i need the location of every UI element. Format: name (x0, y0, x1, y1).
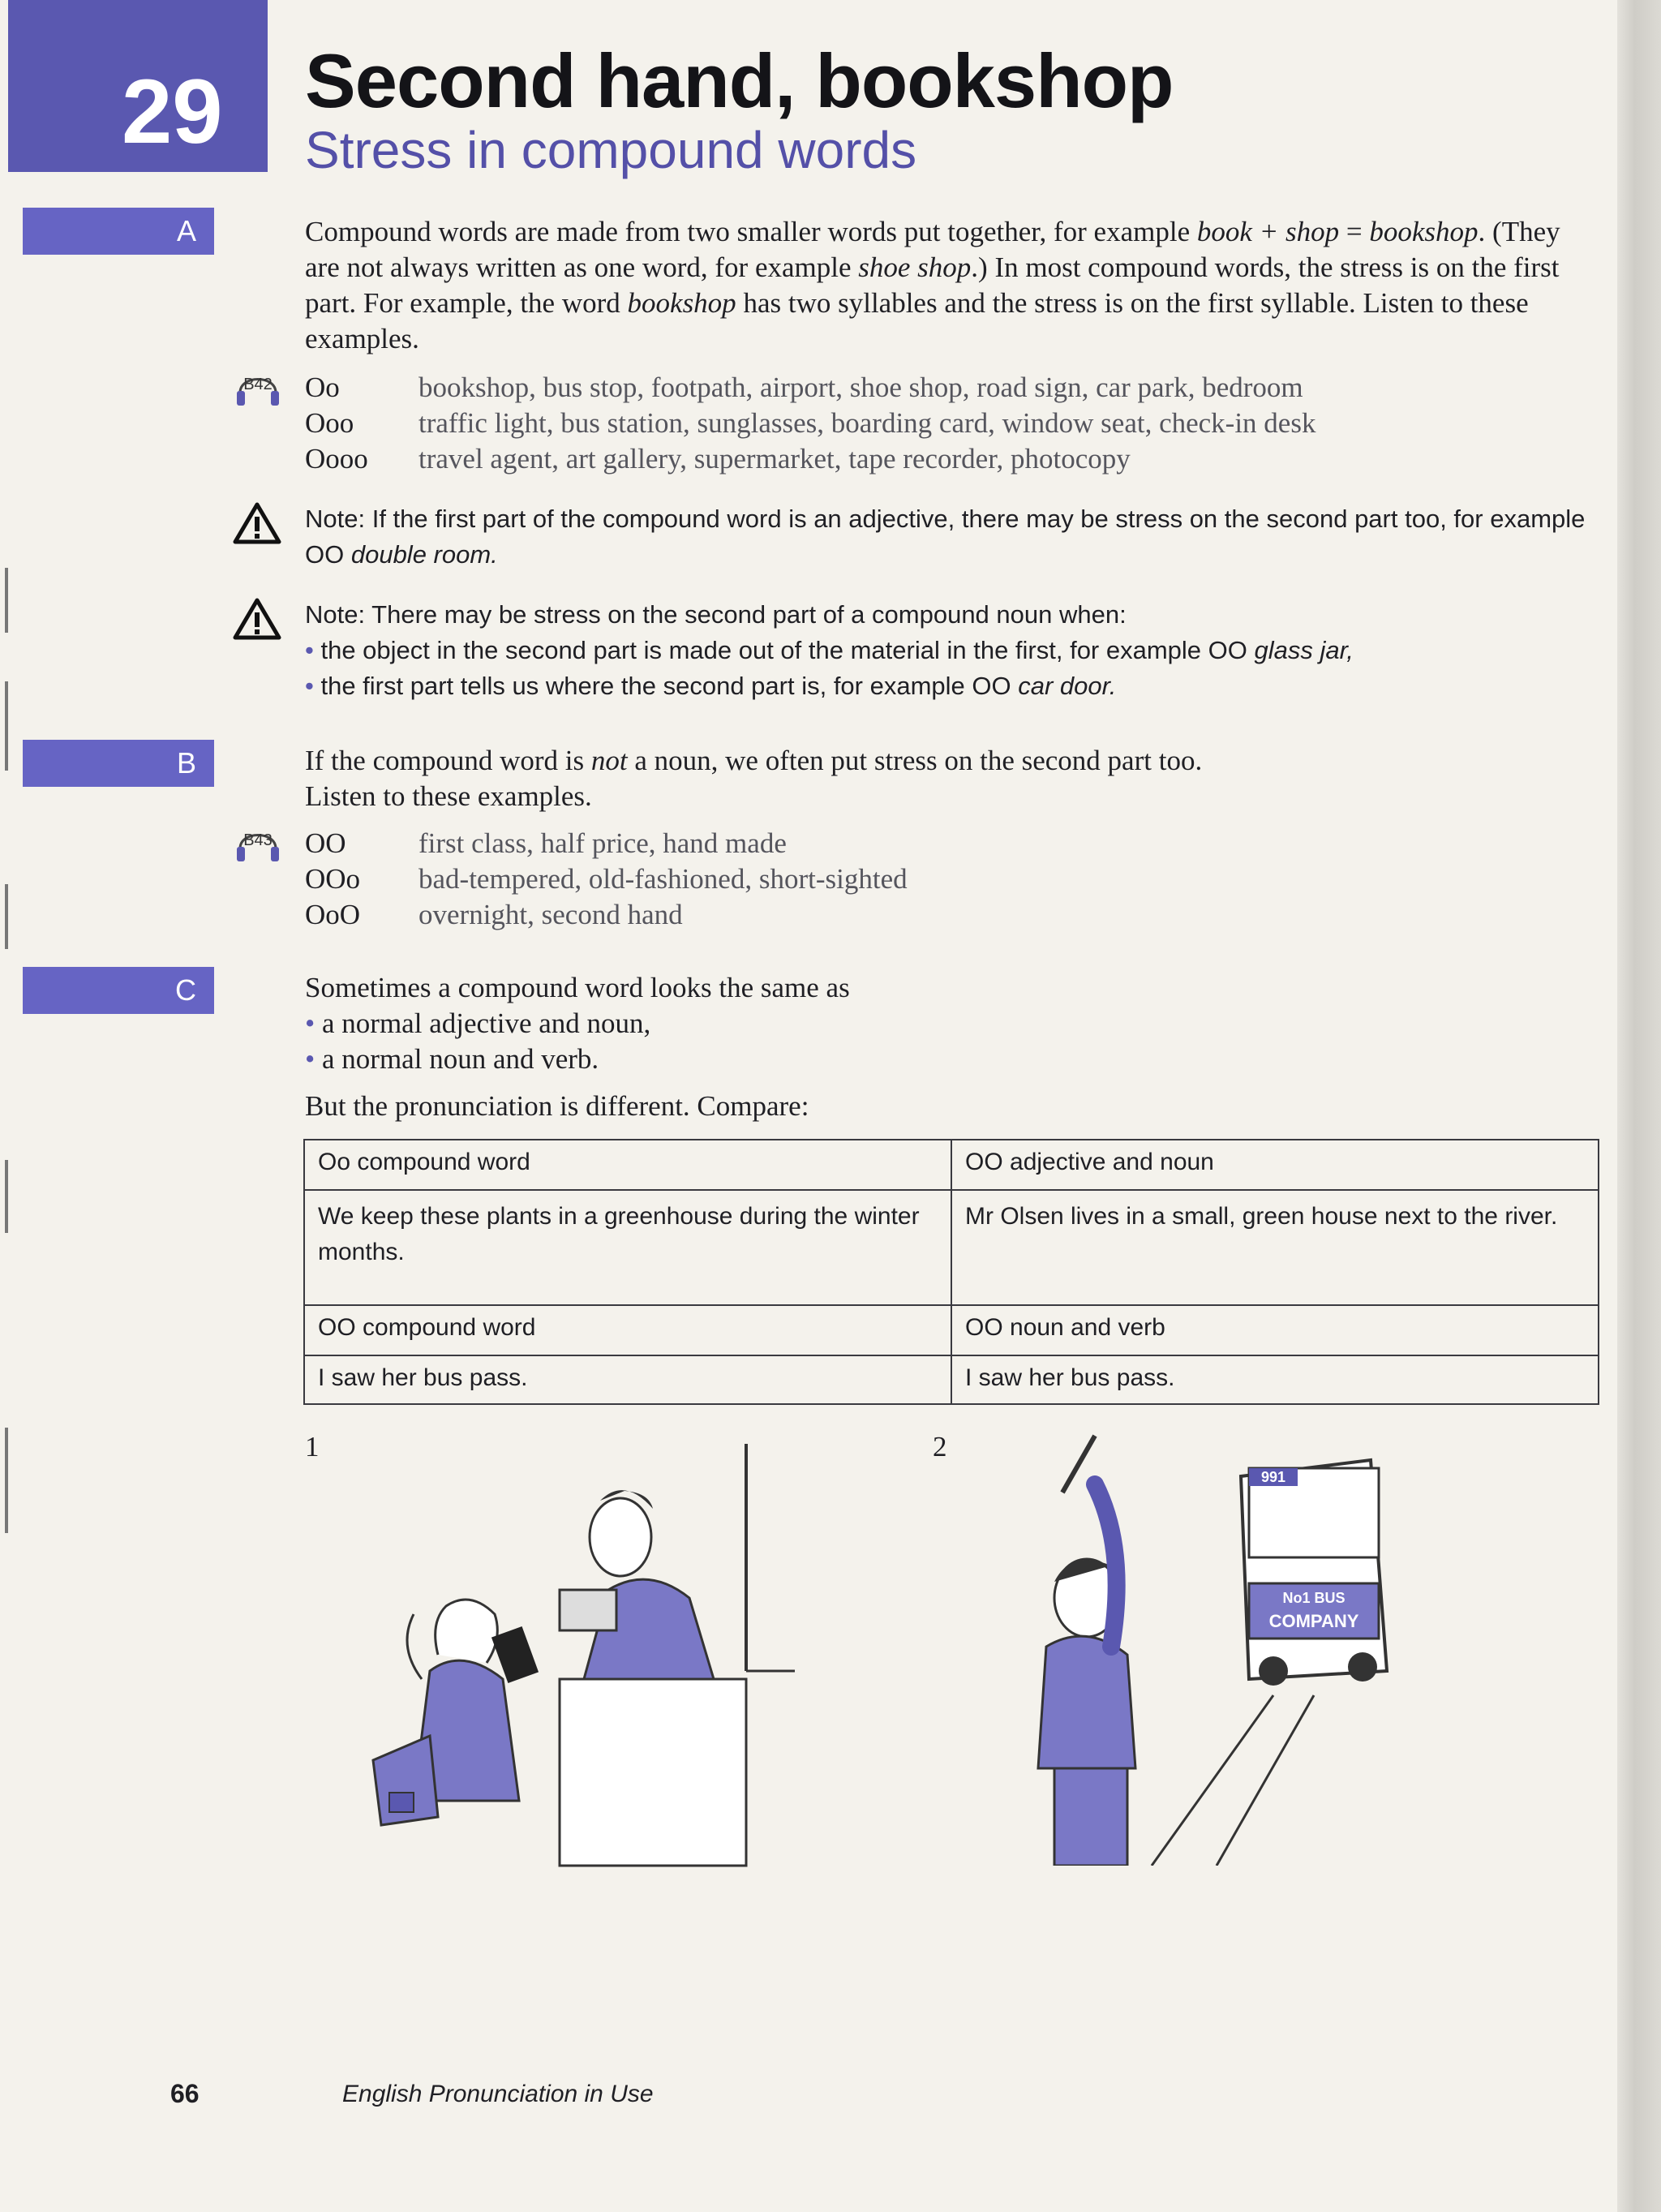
table-cell: OO compound word (304, 1305, 951, 1355)
unit-number: 29 (122, 61, 223, 162)
section-a-intro: Compound words are made from two smaller words put together, for example book + shop = bookshop. (They are not always written as one word, for example shoe shop.) In most compound words, the stress is on the first part. For example, the word bookshop has two syllables and the stress is on the first syllable. Listen to these examples. (305, 216, 1560, 354)
pattern-row: Oooo travel agent, art gallery, supermarket, tape recorder, photocopy (305, 443, 1131, 475)
table-cell: Oo compound word (304, 1140, 951, 1190)
page-title: Second hand, bookshop (305, 38, 1174, 123)
section-b-patterns (305, 826, 908, 933)
section-tab-b: B (23, 740, 214, 787)
note-bullet: • the object in the second part is made out of the material in the first, for example OO glass jar, (305, 633, 1611, 668)
page-subtitle: Stress in compound words (305, 121, 917, 179)
section-b-intro: If the compound word is not a noun, we often put stress on the second part too. Listen to these examples. (305, 745, 1203, 812)
pattern-row: OO first class, half price, hand made (305, 827, 787, 859)
section-tab-c: C (23, 967, 214, 1014)
audio-headphones-icon[interactable] (232, 367, 284, 410)
table-row (304, 1140, 1599, 1190)
note-compound-noun (232, 597, 1611, 704)
book-title: English Pronunciation in Use (342, 2081, 654, 2107)
table-cell: I saw her bus pass. (951, 1355, 1599, 1404)
bus-sign-line-1: No1 BUS (1282, 1590, 1346, 1606)
list-item: • a normal adjective and noun, (305, 1006, 850, 1042)
table-row (304, 1305, 1599, 1355)
unit-number-box (8, 0, 268, 172)
bus-pass-illustration (341, 1444, 811, 1898)
audio-headphones-icon[interactable] (232, 823, 284, 866)
list-item: • a normal noun and verb. (305, 1042, 850, 1077)
table-cell: OO noun and verb (951, 1305, 1599, 1355)
note-heading: Note: There may be stress on the second part of a compound noun when: (305, 600, 1127, 629)
page-number: 66 (170, 2079, 200, 2108)
audio-track-label: B43 (243, 831, 273, 849)
pattern-row: Ooo traffic light, bus station, sunglasses, boarding card, window seat, check-in desk (305, 407, 1316, 439)
margin-mark (5, 1160, 8, 1233)
table-row (304, 1355, 1599, 1404)
margin-mark (5, 884, 8, 949)
illustration-number-2: 2 (933, 1431, 947, 1462)
table-cell: We keep these plants in a greenhouse during the winter months. (304, 1190, 951, 1305)
illustration-number-1: 1 (305, 1431, 320, 1462)
pattern-row: Oo bookshop, bus stop, footpath, airport, shoe shop, road sign, car park, bedroom (305, 372, 1303, 403)
table-cell: I saw her bus pass. (304, 1355, 951, 1404)
section-a-patterns (305, 370, 1315, 477)
pattern-row: OoO overnight, second hand (305, 899, 683, 930)
comparison-table (303, 1139, 1599, 1405)
compare-line: But the pronunciation is different. Compare: (305, 1090, 809, 1122)
audio-track-label: B42 (243, 376, 273, 393)
warning-icon (232, 501, 282, 545)
section-tab-a: A (23, 208, 214, 255)
note-adjective: Note: If the first part of the compound word is an adjective, there may be stress on the second part too, for example OO double room. (232, 501, 1611, 573)
table-cell: Mr Olsen lives in a small, green house next to the river. (951, 1190, 1599, 1305)
bus-route-number: 991 (1260, 1469, 1286, 1485)
warning-icon (232, 597, 282, 641)
bus-sign-line-2: COMPANY (1268, 1611, 1359, 1631)
note-bullet: • the first part tells us where the second part is, for example OO car door. (305, 668, 1611, 704)
table-row (304, 1190, 1599, 1305)
pattern-row: OOo bad-tempered, old-fashioned, short-sighted (305, 863, 908, 895)
bus-illustration (1006, 1428, 1444, 1866)
margin-mark (5, 681, 8, 771)
margin-mark (5, 1428, 8, 1533)
section-c-intro: Sometimes a compound word looks the same as • a normal adjective and noun, • a normal noun and verb. But the pronunciation is different. Compare: (305, 970, 850, 1124)
table-cell: OO adjective and noun (951, 1140, 1599, 1190)
margin-mark (5, 568, 8, 633)
page-edge-shadow (1617, 0, 1661, 2212)
